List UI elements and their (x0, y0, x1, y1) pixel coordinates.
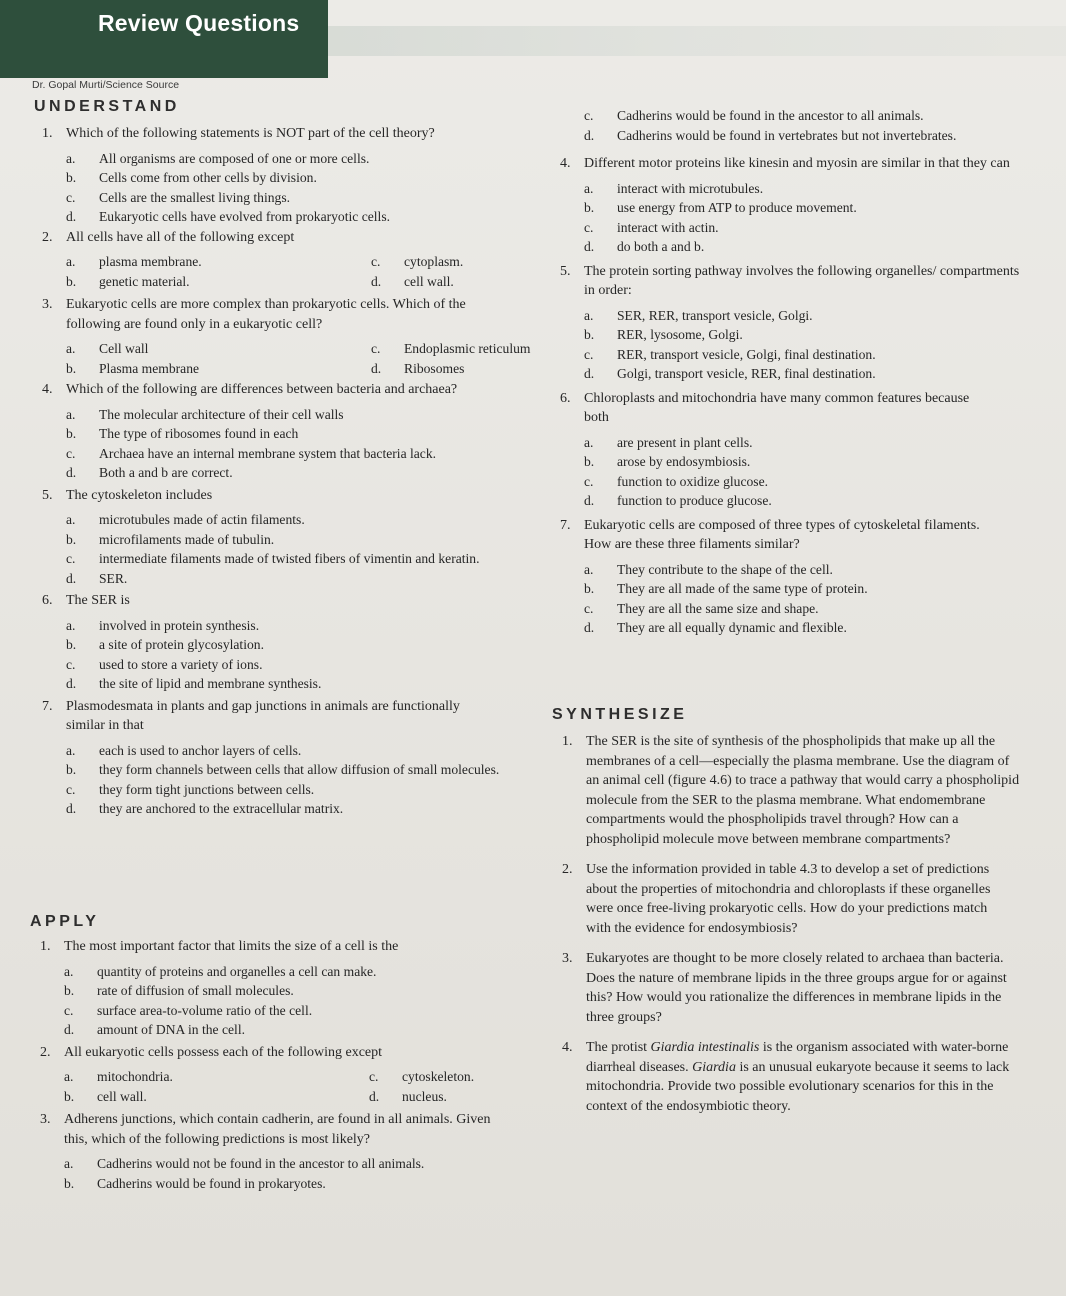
answer-option: a. The molecular architecture of their cell walls (66, 406, 344, 422)
apply-q3 (40, 1110, 510, 1193)
answer-option: c. they form tight junctions between cells. (66, 781, 315, 797)
page-title: Review Questions (98, 10, 300, 36)
question-text: 1. The most important factor that limits the size of a cell is the (40, 939, 399, 954)
question-text: 1. Which of the following statements is NOT part of the cell theory? (42, 126, 435, 141)
understand-q2 (42, 228, 522, 292)
answer-option: b. they form channels between cells that allow diffusion of small molecules. (66, 762, 500, 777)
question-text: 6. The SER is (42, 593, 130, 608)
answer-option: d. amount of DNA in the cell. (64, 1022, 245, 1037)
answer-option: c. interact with actin. (584, 219, 719, 235)
understand-q5 (42, 486, 522, 589)
synthesize-questions (562, 732, 1026, 1116)
answer-option: d. SER. (66, 570, 128, 586)
answer-option: b. genetic material. (66, 273, 190, 289)
answer-option: a. All organisms are composed of one or more cells. (66, 150, 370, 166)
apply-q5 (560, 262, 1030, 384)
answer-option: c. Archaea have an internal membrane system that bacteria lack. (66, 445, 437, 461)
answer-option: d. They are all equally dynamic and flexible. (584, 620, 847, 635)
question-text: 2. All cells have all of the following except (42, 229, 295, 245)
question-text: 3. Adherens junctions, which contain cadherin, are found in all animals. Given this, which of the following predictions is most likely? (40, 1112, 491, 1147)
answer-option: b. microfilaments made of tubulin. (66, 531, 275, 547)
answer-option: c. intermediate filaments made of twisted fibers of vimentin and keratin. (66, 551, 480, 566)
answer-option: b. RER, lysosome, Golgi. (584, 327, 743, 342)
answer-option: c. Endoplasmic reticulum (371, 341, 531, 356)
answer-option: b. Cadherins would be found in prokaryotes. (64, 1175, 326, 1191)
section-understand: UNDERSTAND (34, 98, 180, 115)
apply-q2 (40, 1043, 520, 1107)
answer-option: a. interact with microtubules. (584, 180, 764, 196)
answer-option: a. are present in plant cells. (584, 434, 753, 450)
answer-option: a. Cadherins would not be found in the ancestor to all animals. (64, 1156, 425, 1171)
answer-option: d. Both a and b are correct. (66, 465, 233, 480)
header-strip (328, 26, 1066, 56)
photo-credit: Dr. Gopal Murti/Science Source (32, 79, 180, 91)
answer-option: d. Golgi, transport vesicle, RER, final destination. (584, 366, 876, 381)
answer-option: c. Cadherins would be found in the ancestor to all animals. (584, 108, 924, 123)
section-apply: APPLY (30, 913, 100, 930)
answer-option: d. the site of lipid and membrane synthesis. (66, 676, 322, 691)
understand-q7 (42, 697, 500, 819)
apply-q7 (560, 516, 990, 638)
answer-option: c. surface area-to-volume ratio of the cell. (64, 1002, 313, 1018)
answer-option: c. Cells are the smallest living things. (66, 189, 291, 205)
question-text: 3. Eukaryotes are thought to be more closely related to archaea than bacteria. Does the nature of membrane lipids in the three groups argue for or against this? How would you rationalize the differences in membrane lipids in the three groups? (562, 951, 1007, 1025)
answer-option: b. a site of protein glycosylation. (66, 637, 264, 652)
question-text: 6. Chloroplasts and mitochondria have many common features because both (560, 390, 970, 425)
understand-q6 (42, 591, 522, 694)
answer-option: a. mitochondria. (64, 1069, 173, 1084)
question-text: 2. All eukaryotic cells possess each of the following except (40, 1044, 383, 1060)
synthesize-q3 (562, 949, 1026, 1027)
header-banner (0, 0, 328, 78)
answer-option: c. They are all the same size and shape. (584, 600, 819, 616)
answer-option: a. quantity of proteins and organelles a cell can make. (64, 963, 377, 979)
answer-option: a. They contribute to the shape of the cell. (584, 561, 833, 577)
answer-option: d. function to produce glucose. (584, 493, 772, 508)
answer-option: b. Cells come from other cells by division. (66, 170, 317, 185)
answer-option: d. Cadherins would be found in vertebrates but not invertebrates. (584, 127, 957, 143)
apply-questions-col2 (560, 106, 1030, 638)
answer-option: b. They are all made of the same type of protein. (584, 581, 868, 596)
answer-option: a. Cell wall (66, 341, 149, 356)
apply-q1 (40, 937, 520, 1040)
question-text: 3. Eukaryotic cells are more complex than prokaryotic cells. Which of the following are found only in a eukaryotic cell? (42, 297, 466, 332)
answer-option: d. cell wall. (371, 273, 454, 289)
answer-option: c. used to store a variety of ions. (66, 656, 263, 672)
question-text: 4. Which of the following are differences between bacteria and archaea? (42, 382, 458, 397)
answer-option: b. Plasma membrane (66, 360, 200, 376)
answer-option: a. involved in protein synthesis. (66, 617, 260, 633)
answer-option: a. plasma membrane. (66, 254, 202, 269)
answer-option: d. they are anchored to the extracellular matrix. (66, 801, 344, 816)
answer-option: a. microtubules made of actin filaments. (66, 512, 305, 527)
understand-q4 (42, 380, 522, 483)
apply-questions-col1 (40, 937, 520, 1193)
answer-option: a. each is used to anchor layers of cells. (66, 742, 302, 758)
answer-option: c. RER, transport vesicle, Golgi, final destination. (584, 346, 876, 362)
answer-option: d. Ribosomes (371, 360, 465, 376)
answer-option: b. arose by endosymbiosis. (584, 454, 751, 469)
answer-option: b. The type of ribosomes found in each (66, 426, 299, 441)
synthesize-q1 (562, 732, 1026, 849)
synthesize-q4 (562, 1038, 1026, 1116)
understand-q1 (42, 124, 522, 227)
understand-questions-col1 (42, 124, 531, 819)
answer-option: d. do both a and b. (584, 239, 705, 254)
question-text: 5. The cytoskeleton includes (42, 487, 213, 503)
question-text: 4. Different motor proteins like kinesin and myosin are similar in that they can (560, 156, 1010, 171)
question-text: 2. Use the information provided in table 4.3 to develop a set of predictions about the properties of mitochondria and chloroplasts if these organelles were once free-living prokaryotic cells. How do your predictions match with the evidence for endosymbiosis? (562, 862, 991, 936)
apply-q3-continued (560, 106, 1030, 145)
answer-option: b. use energy from ATP to produce movement. (584, 200, 857, 215)
answer-option: a. SER, RER, transport vesicle, Golgi. (584, 307, 813, 323)
answer-option: c. cytoplasm. (371, 254, 464, 269)
answer-option: b. cell wall. (64, 1088, 147, 1104)
question-text: 1. The SER is the site of synthesis of the phospholipids that make up all the membranes of a cell—especially the plasma membrane. Use the diagram of an animal cell (figure 4.6) to trace a pathway that would carry a phospholipid molecule from the SER to the plasma membrane. What endomembrane compartments would the phospholipids travel through? How can a phospholipid molecule move between membrane compartments? (562, 734, 1020, 847)
synthesize-q2 (562, 860, 1010, 938)
apply-q4 (560, 154, 1030, 257)
understand-q3 (42, 295, 531, 378)
section-synthesize: SYNTHESIZE (552, 706, 688, 723)
question-text: 5. The protein sorting pathway involves the following organelles/ compartments in order: (560, 263, 1020, 298)
answer-option: d. Eukaryotic cells have evolved from prokaryotic cells. (66, 209, 391, 224)
answer-option: c. cytoskeleton. (369, 1069, 475, 1084)
question-text: 4. The protist Giardia intestinalis is the organism associated with water-borne diarrheal diseases. Giardia is an unusual eukaryote because it seems to lack mitochondria. Provide two possible evolutionary scenarios for this in the context of the endosymbiotic theory. (562, 1040, 1010, 1114)
answer-option: d. nucleus. (369, 1088, 447, 1104)
answer-option: c. function to oxidize glucose. (584, 473, 769, 489)
question-text: 7. Plasmodesmata in plants and gap junctions in animals are functionally similar in that (42, 698, 460, 733)
answer-option: b. rate of diffusion of small molecules. (64, 983, 294, 998)
apply-q6 (560, 389, 980, 511)
question-text: 7. Eukaryotic cells are composed of three types of cytoskeletal filaments. How are these three filaments similar? (560, 517, 980, 552)
